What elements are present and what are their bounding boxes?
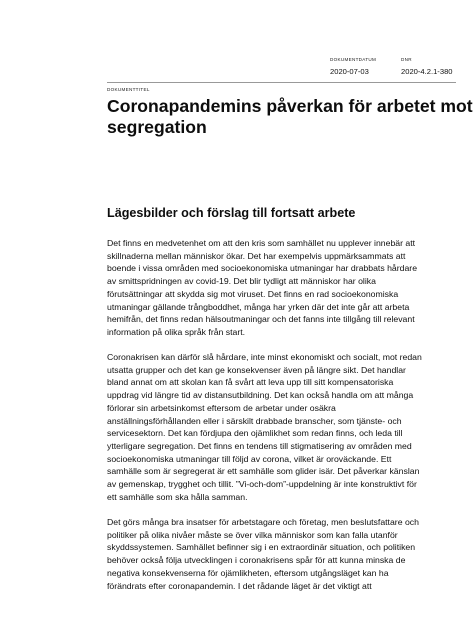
paragraph-line: ett samhälle som ska hålla samman. (107, 491, 248, 502)
document-date-label: DOKUMENTDATUM (330, 57, 377, 62)
dnr-value: 2020-4.2.1-380 (401, 67, 453, 76)
paragraph-line: av gemenskap, trygghet och tillit. ”Vi-och-dom”-uppdelning är inte konstruktivt för (107, 479, 417, 490)
paragraph-line: Coronakrisen kan därför slå hårdare, inte minst ekonomiskt och socialt, mot redan (107, 352, 422, 362)
paragraph-line: uppdrag vid längre tid av distansutbildning. Det kan också handla om att många (107, 390, 414, 401)
document-title-line: Coronapandemins påverkan för arbetet mot (107, 96, 473, 116)
body-paragraph (107, 351, 462, 503)
paragraph-line: förlorar sin arbetsinkomst eftersom de arbetar under osäkra (107, 402, 336, 413)
document-title-line: segregation (107, 116, 207, 137)
paragraph-line: utsatta grupper och det kan ge konsekvenser även på längre sikt. Det handlar (107, 364, 406, 375)
paragraph-line: skyddssystemen. Samhället befinner sig i en extraordinär situation, och politiken (107, 542, 416, 553)
paragraph-line: bland annat om att skolan kan få svårt att leva upp till sitt kompensatoriska (107, 377, 394, 388)
document-title-label: DOKUMENTTITEL (107, 87, 150, 92)
paragraph-line: politiker på olika nivåer måste se över vilka människor som kan falla utanför (107, 529, 398, 540)
paragraph-line: förutsättningar att skydda sig mot viruset. Det finns en rad socioekonomiska (107, 288, 399, 299)
paragraph-line: negativa konsekvenserna för ojämlikheten, eftersom utgångsläget kan ha (107, 567, 389, 578)
paragraph-line: Det görs många bra insatser för arbetstagare och företag, men beslutsfattare och (107, 517, 419, 527)
document-title (107, 96, 473, 137)
dnr-block (401, 57, 453, 77)
document-date-block (330, 57, 376, 77)
paragraph-line: hemifrån, det finns redan hälsoutmaningar och det fanns inte tillgång till relevant (107, 314, 415, 325)
body-paragraph (107, 516, 462, 592)
paragraph-line: information på olika språk från start. (107, 326, 246, 337)
document-date-value: 2020-07-03 (330, 67, 369, 76)
section-heading: Lägesbilder och förslag till fortsatt arbete (107, 206, 356, 220)
body-paragraph (107, 237, 462, 339)
dnr-label: DNR (401, 57, 412, 62)
paragraph-line: ytterligare segregation. Det finns en tendens till stigmatisering av områden med (107, 440, 412, 451)
paragraph-line: utmaningar gällande trångboddhet, många har yrken där det inte går att arbeta (107, 301, 410, 312)
paragraph-line: socioekonomiska utmaningar till följd av corona, vilket är oroväckande. Ett (107, 453, 392, 464)
paragraph-line: förändrats efter coronapandemin. I det rådande läget är det viktigt att (107, 580, 372, 591)
paragraph-line: behöver också följa utvecklingen i coronakrisens spår för att kunna minska de (107, 555, 406, 566)
paragraph-line: samhälle som är segregerat är ett samhälle som glider isär. Det påverkar känslan (107, 466, 420, 477)
paragraph-line: anställningsförhållanden eller i särskilt drabbade branscher, som tjänste- och (107, 415, 402, 426)
paragraph-line: boende i vissa områden med socioekonomiska utmaningar har drabbats hårdare (107, 263, 418, 274)
paragraph-line: servicesektorn. Det kan fördjupa den ojämlikhet som redan finns, och leda till (107, 428, 403, 439)
paragraph-line: skillnaderna mellan människor ökar. Det har exempelvis uppmärksammats att (107, 250, 406, 261)
paragraph-line: Det finns en medvetenhet om att den kris som samhället nu upplever innebär att (107, 238, 416, 248)
header-divider (107, 82, 456, 83)
paragraph-line: av smittspridningen av covid-19. Det blir tydligt att människor har olika (107, 276, 376, 287)
